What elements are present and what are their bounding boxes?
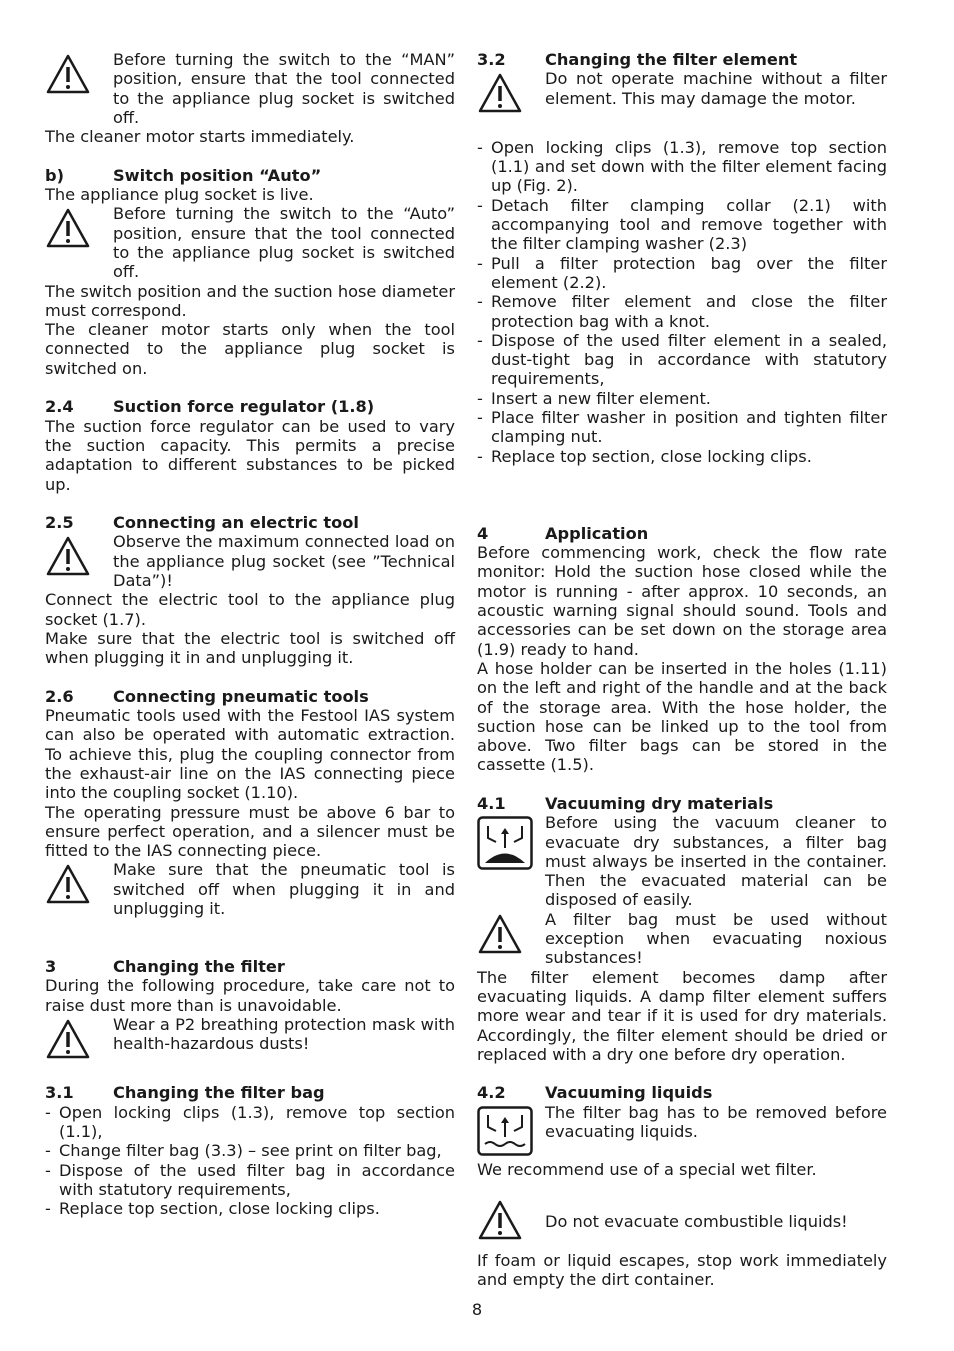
warning-triangle-icon — [477, 1199, 545, 1245]
paragraph: If foam or liquid escapes, stop work immediately and empty the dirt container. — [477, 1250, 887, 1290]
warning-block — [45, 50, 455, 127]
list-item: - Replace top section, close locking clips. — [45, 1199, 455, 1218]
warning-block — [45, 1015, 455, 1064]
warning-triangle-icon — [477, 69, 545, 118]
info-text: Before using the vacuum cleaner to evacuate dry substances, a filter bag must always be inserted in the container. Then the evacuated material can be disposed of easily. — [545, 813, 887, 910]
warning-block — [477, 1199, 887, 1245]
paragraph: A hose holder can be inserted in the holes (1.11) on the left and right of the handle and at the back of the storage area. With the hose holder, the suction hose can be linked up to the tool from above. Two filter bags can be stored in the cassette (1.5). — [477, 658, 887, 775]
paragraph: Before commencing work, check the flow rate monitor: Hold the suction hose closed while the motor is running - after approx. 10 seconds, an acoustic warning signal should sound. Tools and accessories can be set down on the storage area (1.9) ready to hand. — [477, 543, 887, 659]
warning-text: A filter bag must be used without exception when evacuating noxious substances! — [545, 909, 887, 968]
paragraph: The cleaner motor starts only when the tool connected to the appliance plug socket is switched on. — [45, 320, 455, 378]
warning-text: Observe the maximum connected load on the appliance plug socket (see ”Technical Data”)! — [113, 532, 455, 591]
info-text: The filter bag has to be removed before evacuating liquids. — [545, 1102, 887, 1142]
paragraph: During the following procedure, take care not to raise dust more than is unavoidable. — [45, 976, 455, 1015]
step-list — [45, 1103, 455, 1219]
list-item: - Open locking clips (1.3), remove top section (1.1), — [45, 1103, 455, 1142]
warning-triangle-icon — [45, 860, 113, 918]
warning-text: Before turning the switch to the “MAN” position, ensure that the tool connected to the appliance plug socket is switched off. — [113, 50, 455, 127]
section-heading: 4 Application — [477, 523, 649, 543]
warning-block — [45, 204, 455, 281]
paragraph: The filter element becomes damp after evacuating liquids. A damp filter element suffers more wear and tear if it is used for dry materials. Accordingly, the filter element should be dried or replaced with a dry one before dry operation. — [477, 967, 887, 1064]
left-column — [45, 50, 455, 1219]
right-column — [477, 50, 887, 1290]
paragraph: The suction force regulator can be used to vary the suction capacity. This permits a precise adaptation to different substances to be picked up. — [45, 416, 455, 494]
paragraph: Pneumatic tools used with the Festool IAS system can also be operated with automatic extraction. To achieve this, plug the coupling connector from the exhaust-air line on the IAS connecting piece into the coupling socket (1.10). — [45, 706, 455, 803]
list-item: - Dispose of the used filter element in a sealed, dust-tight bag in accordance with statutory requirements, — [477, 331, 887, 389]
info-block — [477, 1103, 887, 1160]
list-item: - Detach filter clamping collar (2.1) with accompanying tool and remove together with the filter clamping washer (2.3) — [477, 196, 887, 254]
paragraph: Connect the electric tool to the appliance plug socket (1.7). — [45, 590, 455, 629]
paragraph: The operating pressure must be above 6 bar to ensure perfect operation, and a silencer must be fitted to the IAS connecting piece. — [45, 802, 455, 861]
warning-text: Before turning the switch to the “Auto” position, ensure that the tool connected to the appliance plug socket is switched off. — [113, 204, 455, 282]
info-block — [477, 813, 887, 909]
section-heading: 2.4 Suction force regulator (1.8) — [45, 397, 375, 417]
dry-material-icon — [477, 813, 545, 909]
warning-block — [45, 532, 455, 590]
list-item: - Dispose of the used filter bag in accordance with statutory requirements, — [45, 1161, 455, 1200]
warning-triangle-icon — [45, 1015, 113, 1064]
warning-triangle-icon — [45, 50, 113, 127]
section-heading: b) Switch position “Auto” — [45, 165, 322, 185]
warning-block — [45, 860, 455, 918]
warning-text: Make sure that the pneumatic tool is switched off when plugging it in and unplugging it. — [113, 860, 455, 919]
warning-text: Wear a P2 breathing protection mask with health-hazardous dusts! — [113, 1014, 455, 1054]
paragraph: We recommend use of a special wet filter. — [477, 1160, 817, 1180]
section-heading: 4.2 Vacuuming liquids — [477, 1083, 713, 1103]
paragraph: The switch position and the suction hose diameter must correspond. — [45, 281, 455, 320]
list-item: - Place filter washer in position and tighten filter clamping nut. — [477, 408, 887, 447]
paragraph: The appliance plug socket is live. — [45, 185, 314, 205]
paragraph: The cleaner motor starts immediately. — [45, 127, 355, 147]
paragraph: Make sure that the electric tool is switched off when plugging it in and unplugging it. — [45, 628, 455, 668]
section-heading: 2.6 Connecting pneumatic tools — [45, 686, 369, 706]
section-heading: 2.5 Connecting an electric tool — [45, 513, 359, 533]
list-item: - Change filter bag (3.3) – see print on filter bag, — [45, 1141, 455, 1160]
list-item: - Pull a filter protection bag over the filter element (2.2). — [477, 254, 887, 293]
warning-text: Do not operate machine without a filter element. This may damage the motor. — [545, 69, 887, 108]
list-item: - Insert a new filter element. — [477, 389, 887, 408]
section-heading: 3.1 Changing the filter bag — [45, 1083, 325, 1103]
section-heading: 3.2 Changing the filter element — [477, 50, 798, 69]
section-heading: 4.1 Vacuuming dry materials — [477, 793, 774, 813]
list-item: - Open locking clips (1.3), remove top section (1.1) and set down with the filter element facing up (Fig. 2). — [477, 138, 887, 196]
step-list — [477, 138, 887, 466]
warning-block — [477, 69, 887, 118]
warning-text: Do not evacuate combustible liquids! — [545, 1212, 848, 1232]
section-heading: 3 Changing the filter — [45, 956, 285, 976]
warning-triangle-icon — [45, 532, 113, 590]
list-item: - Remove filter element and close the filter protection bag with a knot. — [477, 292, 887, 331]
liquid-icon — [477, 1103, 545, 1160]
warning-block — [477, 910, 887, 968]
warning-triangle-icon — [477, 910, 545, 968]
list-item: - Replace top section, close locking clips. — [477, 447, 887, 466]
page-number: 8 — [471, 1300, 483, 1319]
warning-triangle-icon — [45, 204, 113, 281]
